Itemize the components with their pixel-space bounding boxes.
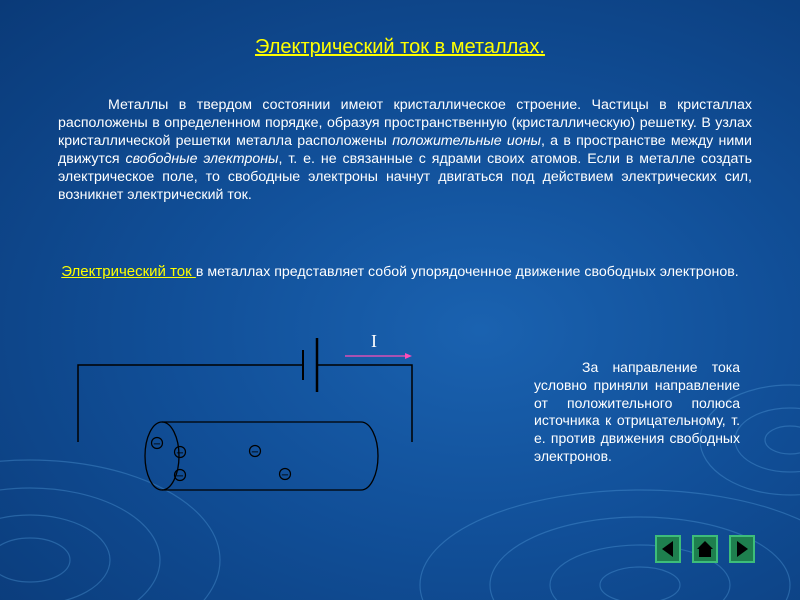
paragraph-text-2: , а в пространстве между ними движутся [58,133,752,167]
electron-sign-5: − [280,470,290,481]
paragraph-text-1: Металлы в твердом состоянии имеют кристаллическое строение. Частицы в кристаллах расположены в определенном порядке, образуя пространственную (кристаллическую) решетку. В узлах кристаллической решетки металла расположены [58,97,752,149]
electron-sign-4: − [175,471,185,482]
circuit-diagram [60,320,440,510]
prev-button[interactable] [655,535,681,563]
home-icon [694,537,716,561]
definition-text: в металлах представляет собой упорядоченное движение свободных электронов. [195,264,739,280]
wire-right [317,365,412,442]
back-icon [657,537,679,561]
conductor-body [162,422,378,490]
current-label: I [371,331,377,351]
current-arrow-head [405,353,412,359]
definition [40,262,760,282]
paragraph-text-3: , т. е. не связанные с ядрами своих атомов. Если в металле создать электрическое поле, то свободные электроны начнут двигаться под действием электрических сил, возникнет электрический ток. [58,151,752,203]
intro-paragraph [58,96,752,204]
note-text: За направление тока условно приняли направление от положительного полюса источника к отрицательному, т. е. против движения свободных электронов. [534,359,740,464]
electron-sign-2: − [175,448,185,459]
direction-note [534,359,740,466]
free-electrons-term: свободные электроны [125,151,279,167]
definition-term: Электрический ток [61,263,196,280]
wire-left [78,365,303,442]
conductor-left-end [145,422,179,490]
electron-sign-1: − [152,439,162,450]
next-button[interactable] [729,535,755,563]
forward-icon [731,537,753,561]
electron-sign-3: − [250,447,260,458]
page-title: Электрический ток в металлах. [255,36,545,58]
home-button[interactable] [692,535,718,563]
positive-ions-term: положительные ионы [392,133,541,149]
